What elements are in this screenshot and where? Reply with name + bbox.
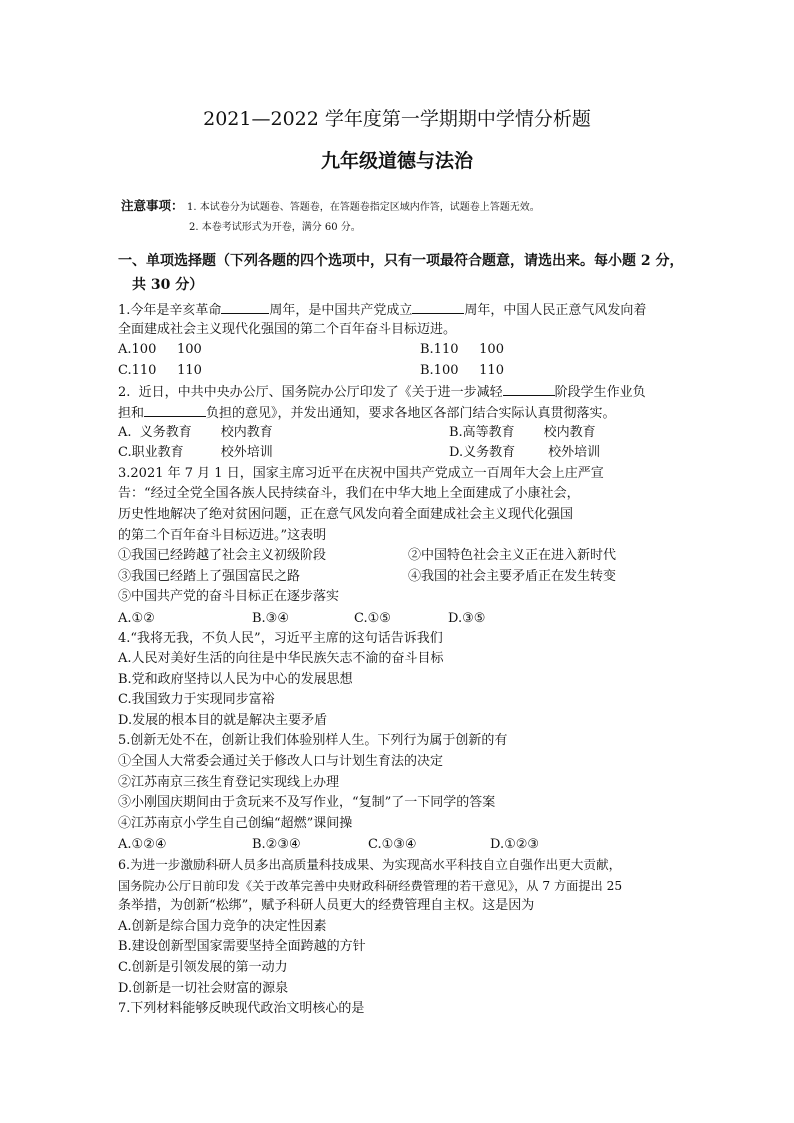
section-heading xyxy=(118,249,684,297)
q5-statement-2: ②江苏南京三孩生育登记实现线上办理 xyxy=(118,774,340,790)
q3-line2: 告：“经过全党全国各族人民持续奋斗，我们在中华大地上全面建成了小康社会， xyxy=(118,486,580,502)
q6-option-d: D.创新是一切社会财富的源泉 xyxy=(118,980,289,996)
q3-line4: 的第二个百年奋斗目标迈进。”这表明 xyxy=(118,527,327,543)
question-7 xyxy=(118,999,684,1020)
q4-stem: 4.“我将无我，不负人民”，习近平主席的这句话告诉我们 xyxy=(118,630,443,646)
q5-option-b: B.②③④ xyxy=(252,837,301,853)
q2-text-d: 负担的意见》，并发出通知，要求各地区各部门结合实际认真贯彻落实。 xyxy=(206,405,616,421)
answer-blank xyxy=(144,402,206,417)
question-5 xyxy=(118,731,684,855)
q3-statement-3: ③我国已经踏上了强国富民之路 xyxy=(118,568,301,584)
q4-option-a: A.人民对美好生活的向往是中华民族矢志不渝的奋斗目标 xyxy=(118,651,444,667)
q2-text-c: 担和 xyxy=(118,405,145,421)
question-2 xyxy=(118,381,684,463)
answer-blank xyxy=(221,299,269,314)
q3-statement-1: ①我国已经跨越了社会主义初级阶段 xyxy=(118,548,327,564)
q5-stem: 5.创新无处不在，创新让我们体验别样人生。下列行为属于创新的有 xyxy=(118,733,508,749)
exam-title: 2021—2022 学年度第一学期期中学情分析题 xyxy=(203,108,591,130)
q3-option-b: B.③④ xyxy=(252,610,289,626)
q2-text-a: 2. 近日，中共中央办公厅、国务院办公厅印发了《关于进一步减轻 xyxy=(118,385,503,401)
q2-option-c: C.职业教育 校外培训 xyxy=(118,445,273,461)
q5-statement-4: ④江苏南京小学生自己创编“超燃”课间操 xyxy=(118,815,353,831)
q6-line2: 国务院办公厅日前印发《关于改革完善中央财政科研经费管理的若干意见》，从 7 方面提出 25 xyxy=(118,878,623,893)
q5-option-c: C.①③④ xyxy=(368,837,417,853)
notice-block xyxy=(121,196,761,237)
q3-option-d: D.③⑤ xyxy=(448,610,486,626)
q1-option-a: A.100 100 xyxy=(118,342,202,358)
exam-subtitle: 九年级道德与法治 xyxy=(320,150,473,172)
q2-option-b: B.高等教育 校内教育 xyxy=(449,424,596,440)
q3-statement-5: ⑤中国共产党的奋斗目标正在逐步落实 xyxy=(118,589,340,605)
q1-option-b: B.110 100 xyxy=(420,342,504,358)
q2-text-b: 阶段学生作业负 xyxy=(554,385,646,401)
q1-line2: 全面建成社会主义现代化强国的第二个百年奋斗目标迈进。 xyxy=(118,321,457,337)
q3-line1: 3.2021 年 7 月 1 日，国家主席习近平在庆祝中国共产党成立一百周年大会上庄严宣 xyxy=(118,465,604,481)
question-6 xyxy=(118,855,684,999)
q2-option-a: A. 义务教育 校内教育 xyxy=(118,424,273,440)
q3-line3: 历史性地解决了绝对贫困问题，正在意气风发向着全面建成社会主义现代化强国 xyxy=(118,506,574,522)
notice-item-2: 2. 本卷考试形式为开卷，满分 60 分。 xyxy=(189,222,361,233)
notice-item-1: 1. 本试卷分为试题卷、答题卷，在答题卷指定区域内作答，试题卷上答题无效。 xyxy=(187,202,540,213)
q5-option-d: D.①②③ xyxy=(490,837,540,853)
q1-text-c: 周年，中国人民正意气风发向着 xyxy=(464,303,647,318)
q3-statement-4: ④我国的社会主要矛盾正在发生转变 xyxy=(408,568,617,584)
q1-text-a: 1.今年是辛亥革命 xyxy=(118,303,222,318)
q6-line3: 条举措，为创新“松绑”，赋予科研人员更大的经费管理自主权。这是因为 xyxy=(118,898,535,914)
q3-statement-2: ②中国特色社会主义正在进入新时代 xyxy=(408,548,617,564)
q5-option-a: A.①②④ xyxy=(118,837,167,853)
questions xyxy=(118,249,684,1020)
section-heading-line1: 一、单项选择题（下列各题的四个选项中，只有一项最符合题意，请选出来。每小题 2 分， xyxy=(118,253,684,269)
q7-stem: 7.下列材料能够反映现代政治文明核心的是 xyxy=(118,1001,365,1017)
q4-option-d: D.发展的根本目的就是解决主要矛盾 xyxy=(118,712,328,728)
q6-line1: 6.为进一步激励科研人员多出高质量科技成果、为实现高水平科技自立自强作出更大贡献， xyxy=(118,857,622,873)
q1-option-d: B.100 110 xyxy=(420,362,504,378)
q3-option-c: C.①⑤ xyxy=(354,610,391,626)
q1-option-c: C.110 110 xyxy=(118,362,202,378)
question-3 xyxy=(118,464,684,629)
q5-statement-1: ①全国人大常委会通过关于修改人口与计划生育法的决定 xyxy=(118,754,444,770)
notice-label: 注意事项： xyxy=(121,198,184,213)
answer-blank xyxy=(503,381,555,396)
q4-option-c: C.我国致力于实现同步富裕 xyxy=(118,692,275,708)
answer-blank xyxy=(412,299,464,314)
question-4 xyxy=(118,629,684,732)
q3-option-a: A.①② xyxy=(118,610,155,626)
q4-option-b: B.党和政府坚持以人民为中心的发展思想 xyxy=(118,671,353,687)
q6-option-a: A.创新是综合国力竞争的决定性因素 xyxy=(118,918,327,934)
q6-option-b: B.建设创新型国家需要坚持全面跨越的方针 xyxy=(118,939,366,955)
question-1 xyxy=(118,299,684,381)
q1-text-b: 周年，是中国共产党成立 xyxy=(269,303,413,318)
q2-option-d: D.义务教育 校外培训 xyxy=(449,445,601,461)
q5-statement-3: ③小刚国庆期间由于贪玩来不及写作业，“复制”了一下同学的答案 xyxy=(118,795,496,811)
section-heading-line2: 共 30 分） xyxy=(132,277,204,293)
q6-option-c: C.创新是引领发展的第一动力 xyxy=(118,960,288,975)
